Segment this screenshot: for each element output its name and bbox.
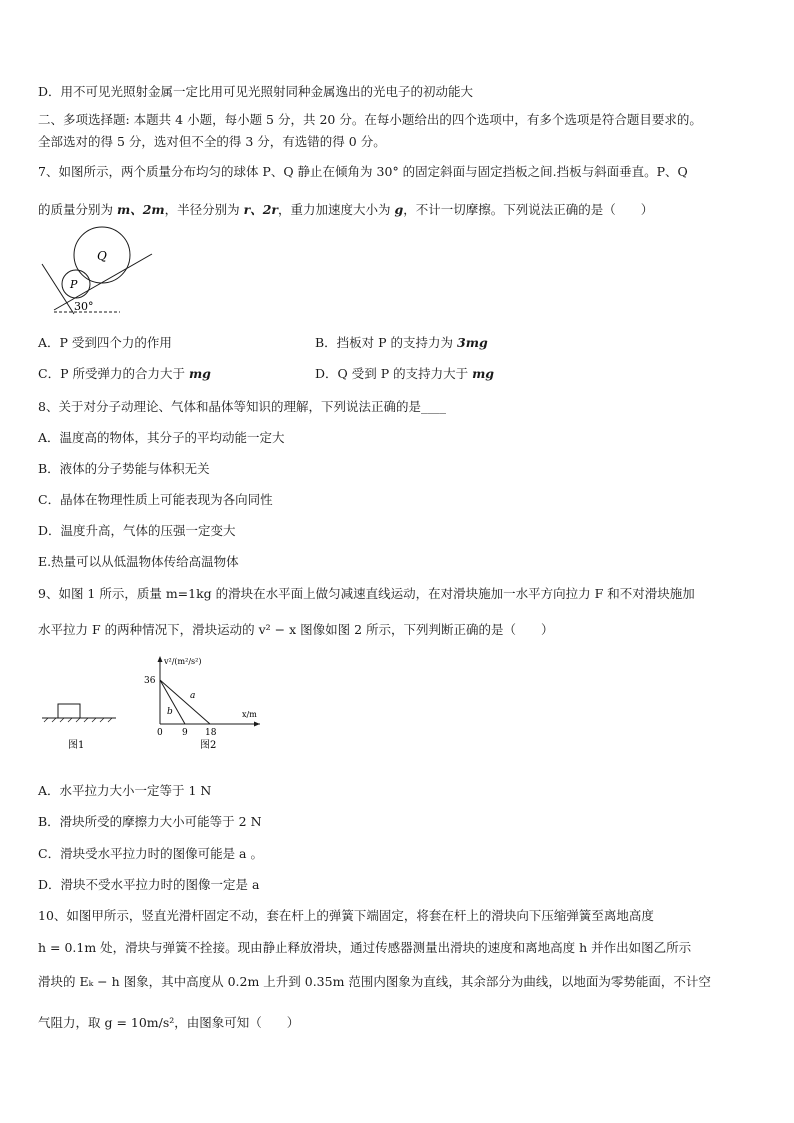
q9-figure-2 xyxy=(140,652,270,754)
q8-option-d: D．温度升高，气体的压强一定变大 xyxy=(38,523,236,538)
q8-option-b: B．液体的分子势能与体积无关 xyxy=(38,461,210,476)
q7-option-d-value: mg xyxy=(472,366,495,381)
q10-stem-line1: 10、如图甲所示，竖直光滑杆固定不动，套在杆上的弹簧下端固定，将套在杆上的滑块向下压缩弹簧至离地高度 xyxy=(38,908,654,923)
q9-option-d: D．滑块不受水平拉力时的图像一定是 a xyxy=(38,877,260,892)
q7-option-c-text: C．P 所受弹力的合力大于 xyxy=(38,366,189,381)
q7-mass: m、2m xyxy=(116,202,165,217)
q9-option-a: A．水平拉力大小一定等于 1 N xyxy=(38,783,212,798)
q7-radius: r、2r xyxy=(243,202,278,217)
figure-2-caption: 图2 xyxy=(200,740,217,751)
angle-label: 30° xyxy=(74,300,94,313)
q7-option-d xyxy=(315,364,494,382)
q7-option-a: A．P 受到四个力的作用 xyxy=(38,335,172,350)
chart-xlabel: x/m xyxy=(242,710,257,719)
q8-option-e: E.热量可以从低温物体传给高温物体 xyxy=(38,554,239,569)
q6-option-d: D．用不可见光照射金属一定比用可见光照射同种金属逸出的光电子的初动能大 xyxy=(38,84,474,99)
line-a-label: a xyxy=(190,691,196,701)
q10-stem-line4: 气阻力，取 g = 10m/s²，由图象可知（ ） xyxy=(38,1015,300,1030)
q7-option-c-value: mg xyxy=(188,366,211,381)
q10-stem-line3: 滑块的 Eₖ − h 图象，其中高度从 0.2m 上升到 0.35m 范围内图象为直线，其余部分为曲线，以地面为零势能面，不计空 xyxy=(38,974,711,989)
q9-stem-line2: 水平拉力 F 的两种情况下，滑块运动的 v² − x 图像如图 2 所示，下列判断正确的是（ ） xyxy=(38,622,554,637)
q7-option-c xyxy=(38,364,211,382)
q9-figure-1 xyxy=(40,698,120,754)
q7-stem-line1: 7、如图所示，两个质量分布均匀的球体 P、Q 静止在倾角为 30° 的固定斜面与固定挡板之间.挡板与斜面垂直。P、Q xyxy=(38,164,688,179)
ball-p-label: P xyxy=(70,278,78,291)
chart-xtick-9: 9 xyxy=(182,728,188,738)
q7-stem-line2 xyxy=(38,200,653,218)
section2-scoring: 全部选对的得 5 分，选对但不全的得 3 分，有选错的得 0 分。 xyxy=(38,134,386,149)
ball-q-label: Q xyxy=(97,249,107,263)
q10-stem-line2: h = 0.1m 处，滑块与弹簧不拴接。现由静止释放滑块，通过传感器测量出滑块的速度和离地高度 h 并作出如图乙所示 xyxy=(38,940,692,955)
q7-text: ，不计一切摩擦。下列说法正确的是（ ） xyxy=(403,202,654,217)
q7-option-d-text: D．Q 受到 P 的支持力大于 xyxy=(315,366,473,381)
chart-ylabel: v²/(m²/s²) xyxy=(164,657,202,666)
q9-option-c: C．滑块受水平拉力时的图像可能是 a 。 xyxy=(38,846,263,861)
q7-text: 的质量分别为 xyxy=(38,202,117,217)
q8-option-a: A．温度高的物体，其分子的平均动能一定大 xyxy=(38,430,285,445)
q7-option-b-text: B．挡板对 P 的支持力为 xyxy=(315,335,458,350)
chart-xtick-18: 18 xyxy=(205,728,217,738)
figure-1-caption: 图1 xyxy=(68,740,85,751)
line-b-label: b xyxy=(167,707,173,717)
q7-option-b xyxy=(315,333,488,351)
q7-g: g xyxy=(394,202,404,217)
q8-stem: 8、关于对分子动理论、气体和晶体等知识的理解，下列说法正确的是____ xyxy=(38,399,446,414)
section2-heading: 二、多项选择题: 本题共 4 小题，每小题 5 分，共 20 分。在每小题给出的四个选项中，有多个选项是符合题目要求的。 xyxy=(38,112,702,127)
q8-option-c: C．晶体在物理性质上可能表现为各向同性 xyxy=(38,492,273,507)
chart-ytick-36: 36 xyxy=(144,676,156,686)
q7-text: ，重力加速度大小为 xyxy=(278,202,395,217)
q9-stem-line1: 9、如图 1 所示，质量 m=1kg 的滑块在水平面上做匀减速直线运动，在对滑块施加一水平方向拉力 F 和不对滑块施加 xyxy=(38,586,695,601)
chart-xtick-0: 0 xyxy=(157,728,163,738)
q7-figure xyxy=(40,222,160,318)
q7-option-b-value: 3mg xyxy=(457,335,488,350)
q7-text: ，半径分别为 xyxy=(164,202,244,217)
q9-option-b: B．滑块所受的摩擦力大小可能等于 2 N xyxy=(38,814,262,829)
